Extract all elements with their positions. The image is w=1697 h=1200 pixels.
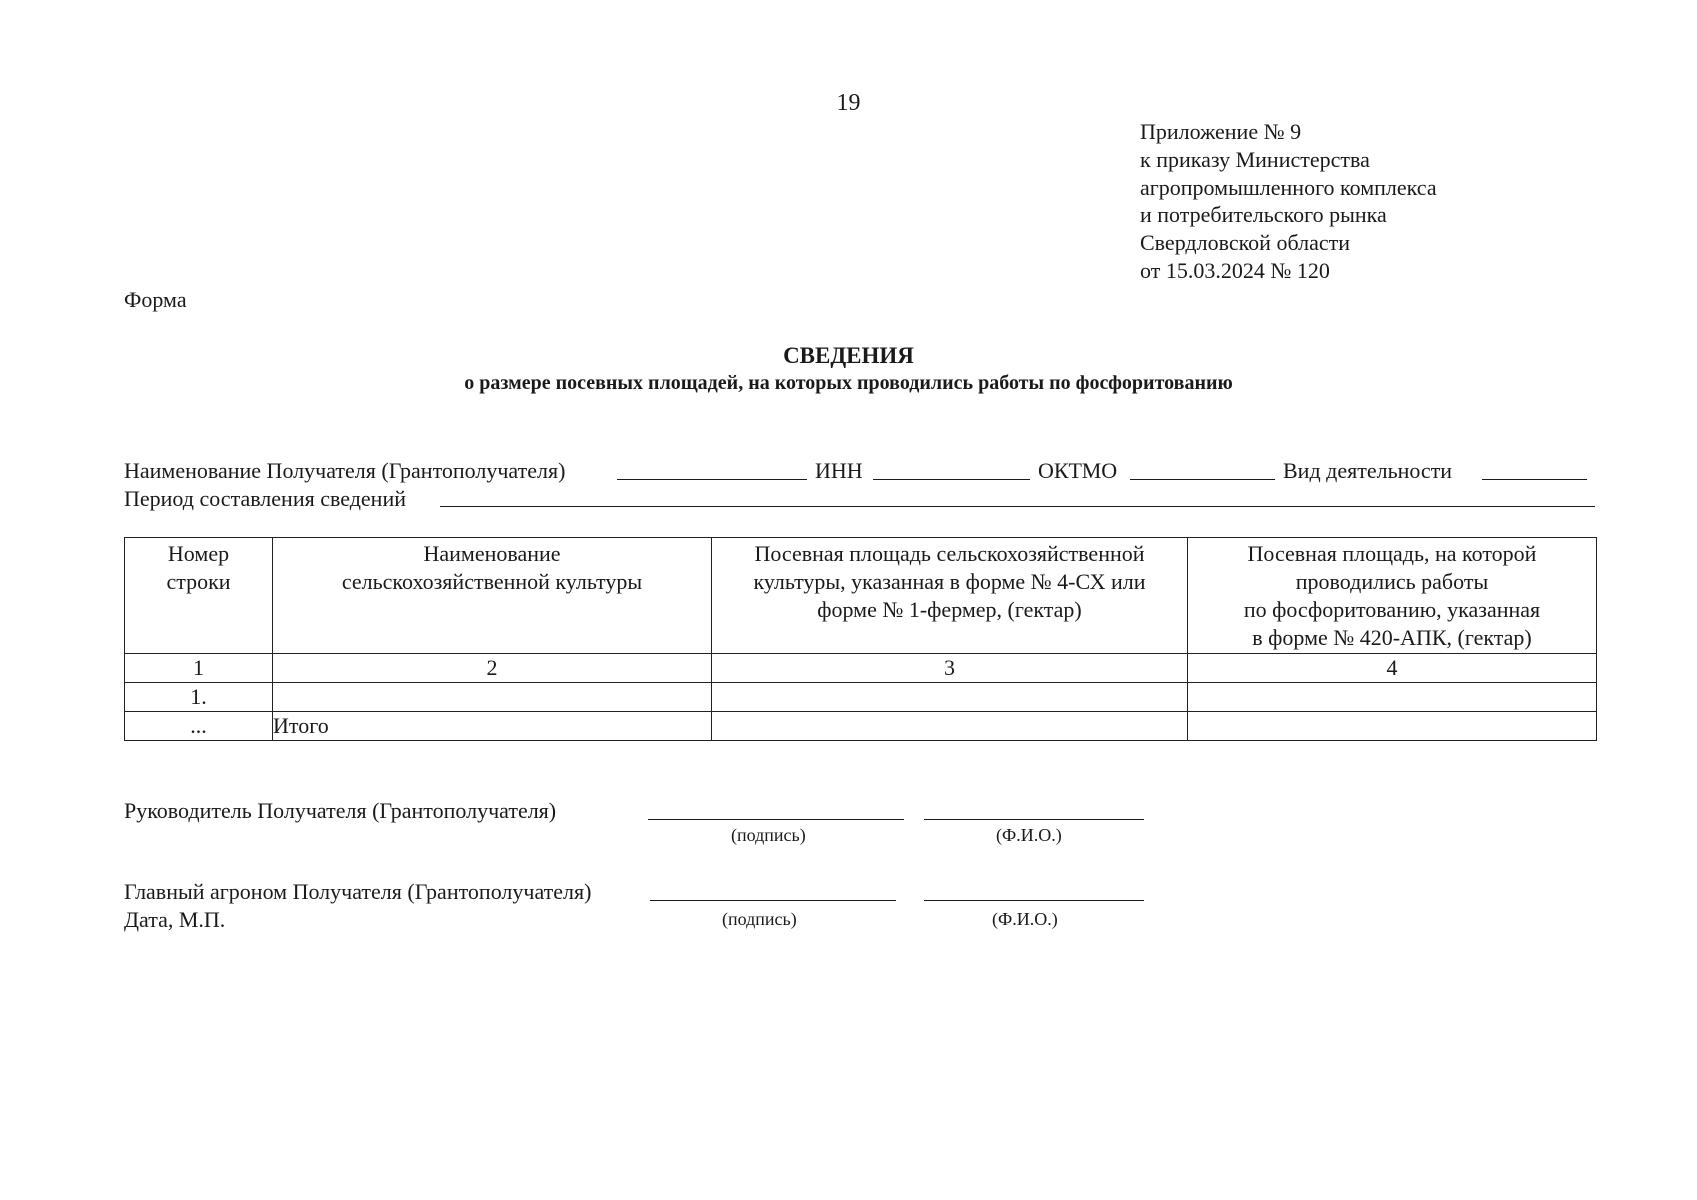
table-cell[interactable]	[273, 683, 712, 712]
header-sown-area: Посевная площадь сельскохозяйственной культуры, указанная в форме № 4-СХ или форме № 1-фермер, (гектар)	[712, 538, 1188, 654]
head-signature-caption: (подпись)	[731, 825, 806, 845]
appendix-line: Свердловской области	[1140, 230, 1350, 256]
header-row-number: Номер строки	[125, 538, 273, 654]
data-table	[124, 537, 1597, 741]
appendix-line: агропромышленного комплекса	[1140, 174, 1437, 200]
header-phosphorite-area: Посевная площадь, на которой проводились работы по фосфоритованию, указанная в форме № 420-АПК, (гектар)	[1188, 538, 1597, 654]
agronomist-signature-caption: (подпись)	[722, 909, 797, 929]
appendix-line: и потребительского рынка	[1140, 202, 1387, 228]
header-crop-name: Наименование сельскохозяйственной культуры	[273, 538, 712, 654]
column-number: 2	[273, 654, 712, 683]
document-subtitle: о размере посевных площадей, на которых проводились работы по фосфоритованию	[464, 372, 1233, 394]
date-stamp-label: Дата, М.П.	[124, 907, 226, 932]
period-label: Период составления сведений	[124, 486, 406, 511]
table-cell-total-label: Итого	[273, 712, 712, 741]
table-cell[interactable]	[712, 683, 1188, 712]
recipient-name-label: Наименование Получателя (Грантополучателя)	[124, 458, 566, 483]
activity-label: Вид деятельности	[1283, 458, 1453, 483]
head-signature-label: Руководитель Получателя (Грантополучателя)	[124, 798, 557, 823]
appendix-line: Приложение № 9	[1140, 119, 1302, 144]
agronomist-signature-label: Главный агроном Получателя (Грантополучателя)	[124, 879, 592, 904]
agronomist-fio-caption: (Ф.И.О.)	[992, 909, 1058, 929]
inn-field[interactable]	[873, 479, 1030, 480]
table-header-row	[125, 538, 1597, 654]
head-signature-field[interactable]	[648, 819, 904, 820]
period-field[interactable]	[440, 506, 1595, 507]
table-row	[125, 683, 1597, 712]
appendix-line: к приказу Министерства	[1140, 146, 1370, 172]
oktmo-label: ОКТМО	[1038, 458, 1118, 483]
head-fio-field[interactable]	[924, 819, 1144, 820]
column-number-row	[125, 654, 1597, 683]
oktmo-field[interactable]	[1130, 479, 1275, 480]
head-fio-caption: (Ф.И.О.)	[996, 825, 1062, 845]
column-number: 4	[1188, 654, 1597, 683]
form-label: Форма	[124, 287, 187, 312]
agronomist-fio-field[interactable]	[924, 900, 1144, 901]
table-cell[interactable]	[712, 712, 1188, 741]
page-number: 19	[836, 90, 861, 116]
table-cell[interactable]: 1.	[125, 683, 273, 712]
column-number: 3	[712, 654, 1188, 683]
table-row-total	[125, 712, 1597, 741]
appendix-header	[1140, 118, 1437, 285]
document-title: СВЕДЕНИЯ	[783, 343, 914, 368]
activity-field[interactable]	[1482, 479, 1587, 480]
agronomist-signature-field[interactable]	[650, 900, 896, 901]
inn-label: ИНН	[815, 458, 863, 483]
table-cell[interactable]	[1188, 712, 1597, 741]
appendix-line: от 15.03.2024 № 120	[1140, 257, 1330, 283]
table-cell[interactable]: ...	[125, 712, 273, 741]
table-cell[interactable]	[1188, 683, 1597, 712]
column-number: 1	[125, 654, 273, 683]
recipient-name-field[interactable]	[617, 479, 807, 480]
